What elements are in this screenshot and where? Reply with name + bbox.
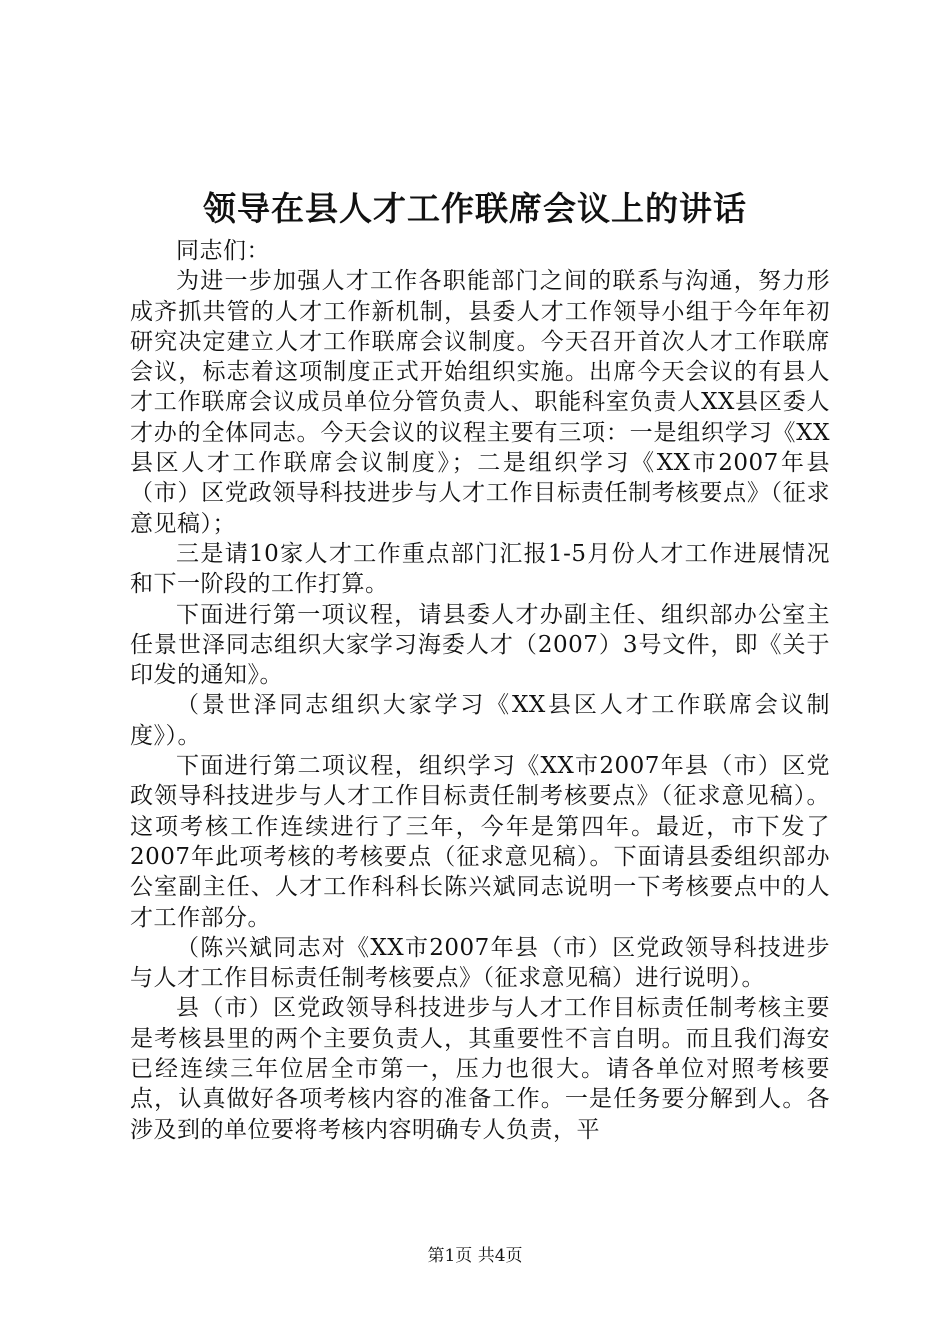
document-title: 领导在县人才工作联席会议上的讲话	[203, 189, 747, 228]
body-paragraph: （景世泽同志组织大家学习《XX县区人才工作联席会议制度》）。	[130, 692, 830, 749]
salutation-paragraph: 同志们：	[176, 238, 270, 264]
body-paragraph: 县（市）区党政领导科技进步与人才工作目标责任制考核主要是考核县里的两个主要负责人，其重要性不言自明。而且我们海安已经连续三年位居全市第一，压力也很大。请各单位对照考核要点，认真做好各项考核内容的准备工作。一是任务要分解到人。各涉及到的单位要将考核内容明确专人负责，平	[130, 995, 830, 1143]
body-paragraph: （陈兴斌同志对《XX市2007年县（市）区党政领导科技进步与人才工作目标责任制考核要点》（征求意见稿）进行说明）。	[130, 934, 830, 992]
body-paragraph: 下面进行第二项议程，组织学习《XX市2007年县（市）区党政领导科技进步与人才工作目标责任制考核要点》（征求意见稿）。这项考核工作连续进行了三年，今年是第四年。最近，市下发了2007年此项考核的考核要点（征求意见稿）。下面请县委组织部办公室副主任、人才工作科科长陈兴斌同志说明一下考核要点中的人才工作部分。	[130, 753, 830, 931]
body-paragraph: 三是请10家人才工作重点部门汇报1-5月份人才工作进展情况和下一阶段的工作打算。	[130, 540, 830, 598]
body-paragraph: 为进一步加强人才工作各职能部门之间的联系与沟通，努力形成齐抓共管的人才工作新机制，县委人才工作领导小组于今年年初研究决定建立人才工作联席会议制度。今天召开首次人才工作联席会议，标志着这项制度正式开始组织实施。出席今天会议的有县人才工作联席会议成员单位分管负责人、职能科室负责人XX县区委人才办的全体同志。今天会议的议程主要有三项：一是组织学习《XX县区人才工作联席会议制度》；二是组织学习《XX市2007年县（市）区党政领导科技进步与人才工作目标责任制考核要点》（征求意见稿）；	[130, 268, 830, 537]
document-body	[130, 236, 830, 1145]
body-paragraph: 下面进行第一项议程，请县委人才办副主任、组织部办公室主任景世泽同志组织大家学习海委人才（2007）3号文件，即《关于印发的通知》。	[130, 601, 830, 689]
page-number-footer: 第1页 共4页	[427, 1246, 523, 1266]
